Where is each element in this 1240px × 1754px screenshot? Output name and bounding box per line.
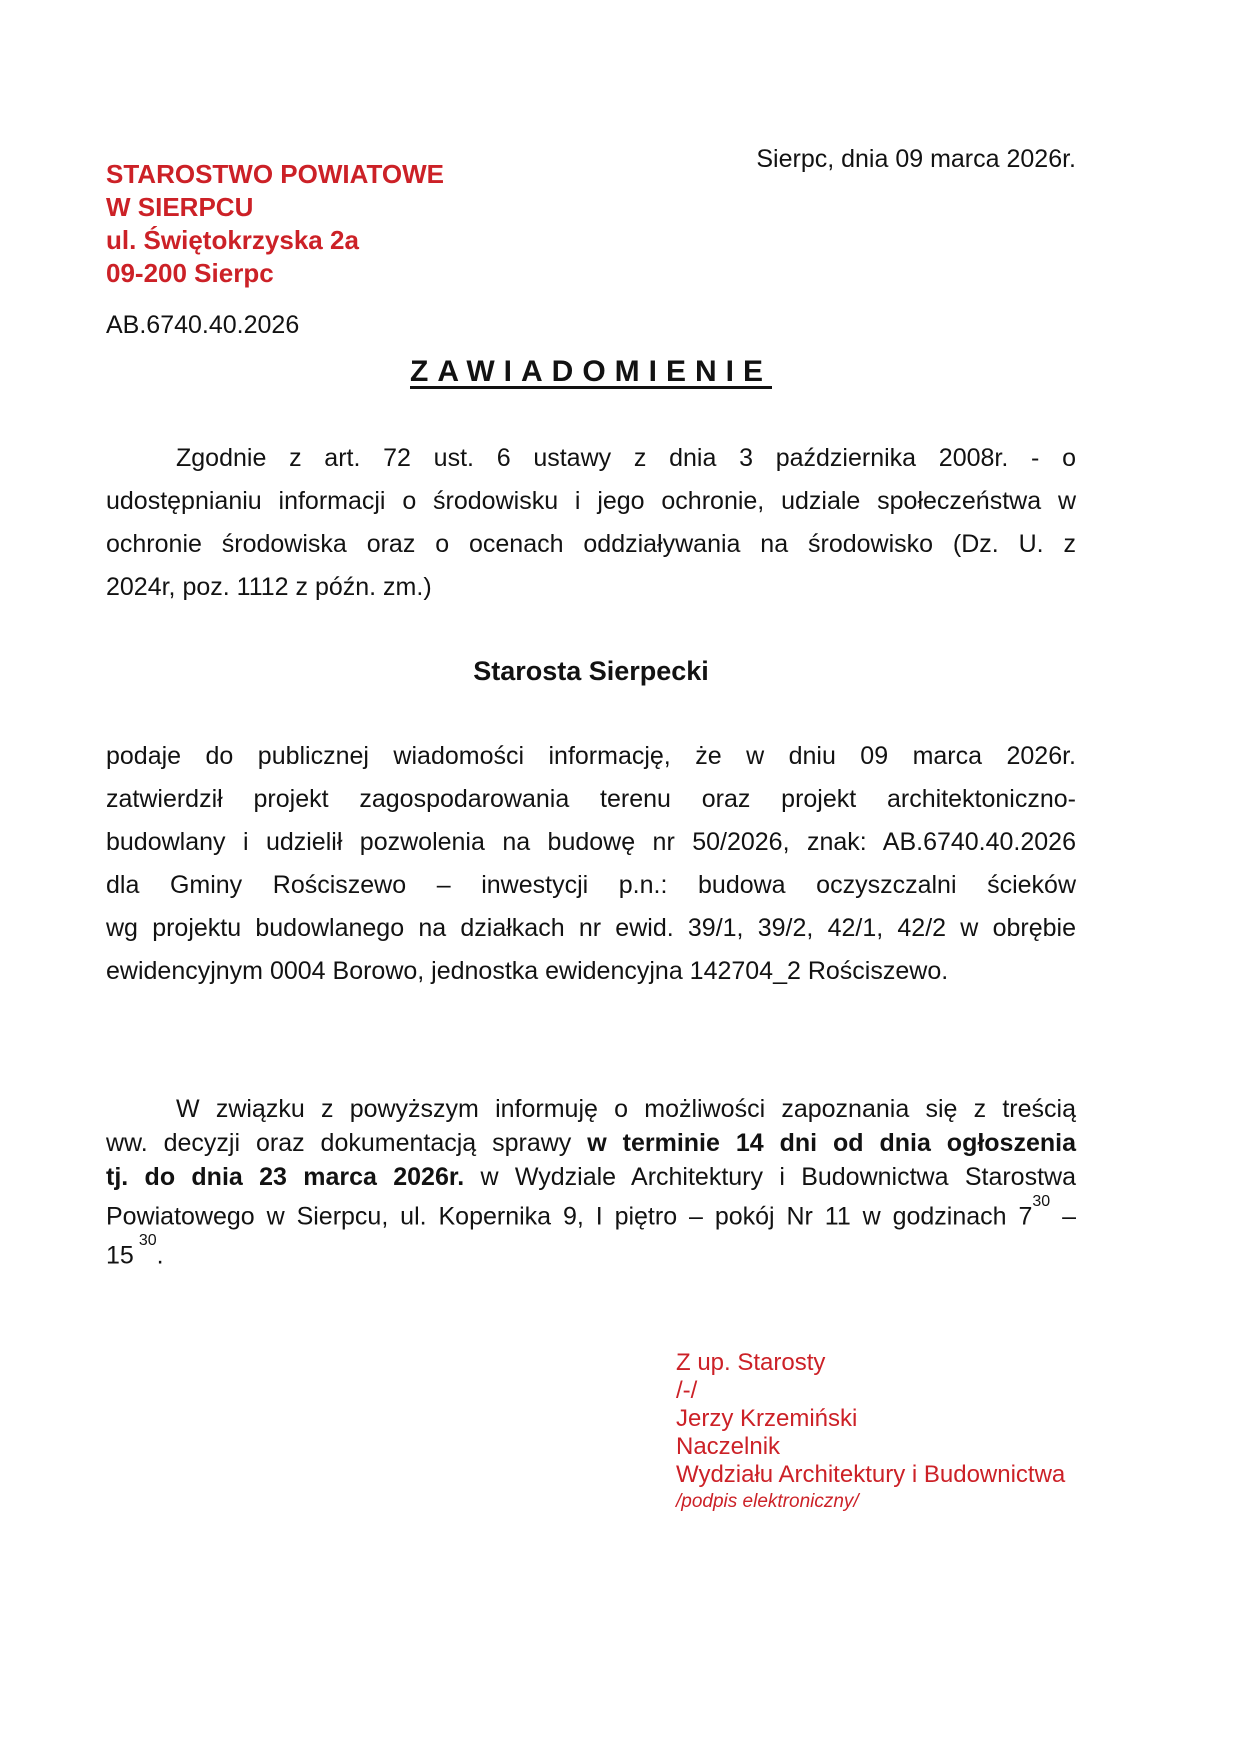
office-hours-superscript: 30: [138, 1232, 157, 1250]
signature-signed-mark: /-/: [676, 1377, 698, 1404]
closing-text: 15: [106, 1241, 134, 1270]
closing-line: [106, 1194, 1076, 1233]
closing-text: ww. decyzji oraz dokumentacją sprawy: [106, 1129, 588, 1157]
letterhead-city: 09-200 Sierpc: [106, 258, 274, 288]
office-hours-superscript: 30: [1032, 1193, 1051, 1210]
letterhead-org-name-line1: STAROSTWO POWIATOWE: [106, 159, 444, 189]
closing-line: [106, 1160, 1076, 1194]
closing-text: Powiatowego w Sierpcu, ul. Kopernika 9, I piętro – pokój Nr 11 w godzinach 7: [106, 1202, 1033, 1231]
announcement-line: budowlany i udzielił pozwolenia na budowę nr 50/2026, znak: AB.6740.40.2026: [106, 828, 1076, 856]
closing-deadline-bold: w terminie 14 dni od dnia ogłoszenia: [587, 1129, 1076, 1157]
closing-text: w Wydziale Architektury i Budownictwa Starostwa: [464, 1163, 1076, 1191]
announcement-line: dla Gminy Rościszewo – inwestycji p.n.: budowa oczyszczalni ścieków: [106, 871, 1076, 899]
announcement-line: ewidencyjnym 0004 Borowo, jednostka ewidencyjna 142704_2 Rościszewo.: [106, 957, 949, 985]
signature-electronic-note: /podpis elektroniczny/: [676, 1491, 859, 1512]
signature-name: Jerzy Krzemiński: [676, 1405, 858, 1432]
signature-department: Wydziału Architektury i Budownictwa: [676, 1461, 1066, 1488]
closing-line: [106, 1126, 1076, 1160]
signature-authorization: Z up. Starosty: [676, 1349, 826, 1376]
letterhead-street: ul. Świętokrzyska 2a: [106, 225, 359, 255]
legal-basis-line: ochronie środowiska oraz o ocenach oddziaływania na środowisko (Dz. U. z: [106, 530, 1076, 558]
document-title: ZAWIADOMIENIE: [410, 355, 772, 388]
legal-basis-line: Zgodnie z art. 72 ust. 6 ustawy z dnia 3 października 2008r. - o: [176, 444, 1076, 472]
legal-basis-line: udostępnianiu informacji o środowisku i jego ochronie, udziale społeczeństwa w: [106, 487, 1076, 515]
closing-line: W związku z powyższym informuję o możliwości zapoznania się z treścią: [176, 1095, 1076, 1123]
dateline: Sierpc, dnia 09 marca 2026r.: [756, 145, 1076, 173]
case-number: AB.6740.40.2026: [106, 311, 300, 339]
letterhead-org-name-line2: W SIERPCU: [106, 192, 254, 222]
closing-text: .: [156, 1241, 164, 1270]
legal-basis-line: 2024r, poz. 1112 z późn. zm.): [106, 573, 432, 601]
announcement-line: wg projektu budowlanego na działkach nr ewid. 39/1, 39/2, 42/1, 42/2 w obrębie: [106, 914, 1076, 942]
paragraph-closing: [106, 1092, 1076, 1273]
paragraph-announcement: [106, 735, 1076, 993]
announcement-line: zatwierdził projekt zagospodarowania terenu oraz projekt architektoniczno-: [106, 785, 1076, 813]
closing-text: –: [1050, 1202, 1076, 1231]
closing-deadline-bold: tj. do dnia 23 marca 2026r.: [106, 1163, 465, 1191]
paragraph-legal-basis: [106, 437, 1076, 609]
signature-position: Naczelnik: [676, 1433, 781, 1460]
letterhead: [106, 158, 1076, 290]
announcement-line: podaje do publicznej wiadomości informację, że w dniu 09 marca 2026r.: [106, 742, 1076, 770]
closing-line: [106, 1233, 1076, 1272]
signature-block: [676, 1349, 1156, 1515]
authority-heading: Starosta Sierpecki: [473, 656, 709, 686]
